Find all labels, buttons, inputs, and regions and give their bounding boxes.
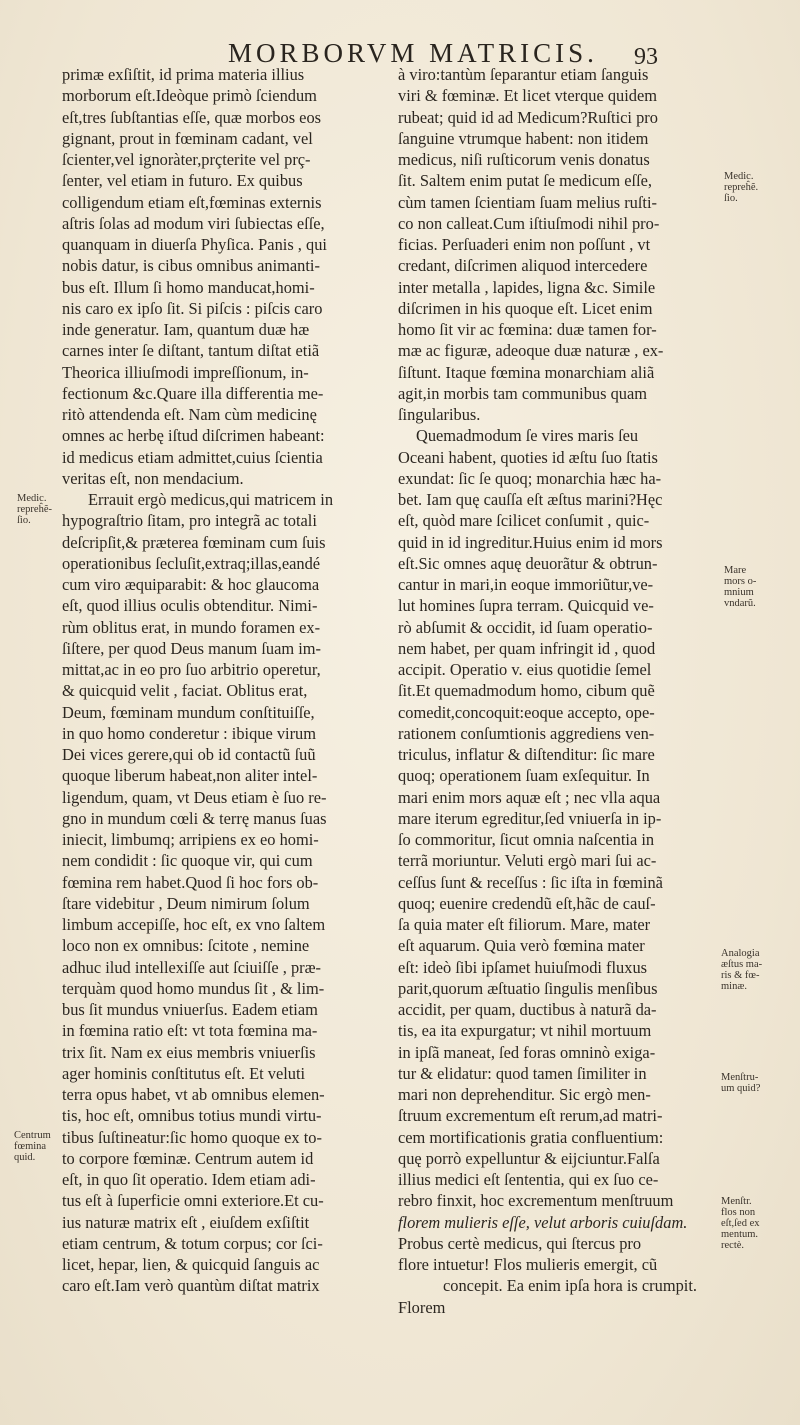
margin-note-line: mors o- bbox=[724, 576, 757, 587]
text-line: ager hominis conſtitutus eſt. Et veluti bbox=[62, 1063, 306, 1083]
text-line: rò abſumit & occidit, id ſuam operatio- bbox=[398, 617, 653, 637]
margin-note-line: repreĥẽ. bbox=[724, 182, 759, 193]
text-line: inter metalla , lapides, ligna &c. Simile bbox=[398, 277, 656, 297]
text-line: ſiſtunt. Itaque fœmina monarchiam aliã bbox=[398, 362, 655, 382]
text-line: nobis datur, is cibus omnibus animanti- bbox=[62, 256, 320, 276]
margin-note-line: repreĥẽ- bbox=[17, 504, 52, 515]
margin-note-line: vndarũ. bbox=[724, 598, 756, 609]
text-line: bus ſit mundus vniuerſus. Eadem etiam bbox=[62, 1000, 318, 1019]
text-line: quoque liberum habeat,non aliter intel- bbox=[62, 766, 318, 786]
text-line: fectionum &c.Quare illa differentia me- bbox=[62, 383, 324, 403]
text-line: medicus, niſi ruſticorum venis donatus bbox=[398, 150, 650, 169]
margin-note-line: minæ. bbox=[721, 981, 747, 992]
text-line: lut homines ſupra terram. Quicquid ve- bbox=[398, 596, 654, 616]
margin-note-right-4 bbox=[721, 1072, 760, 1094]
text-line: primæ exſiſtit, id prima materia illius bbox=[62, 65, 305, 84]
margin-note-line: quid. bbox=[14, 1152, 36, 1163]
text-line: eſt, quòd mare ſcilicet conſumit , quic- bbox=[398, 511, 650, 531]
margin-note-line: Menſtru- bbox=[721, 1072, 759, 1083]
text-line: concepit. Ea enim ipſa hora is crumpit. bbox=[443, 1276, 697, 1296]
text-line: diſcrimen in his quoque eſt. Licet enim bbox=[398, 298, 653, 318]
text-line: omnes ac herbę iſtud diſcrimen habeant: bbox=[62, 426, 325, 446]
text-line: eſt,tres ſubſtantias eſſe, quæ morbos eos bbox=[62, 107, 322, 127]
text-line: à viro:tantùm ſeparantur etiam ſanguis bbox=[398, 65, 649, 84]
right-text-column bbox=[398, 64, 713, 1318]
text-line: etiam centrum, & totum corpus; cor ſci- bbox=[62, 1233, 323, 1253]
text-line: mari non deprehenditur. Sic ergò men- bbox=[398, 1085, 651, 1104]
text-line: in ipſã maneat, ſed foras omninò exiga- bbox=[398, 1042, 656, 1062]
text-line: terra opus habet, vt ab omnibus elemen- bbox=[62, 1085, 325, 1104]
text-line: bus eſt. Illum ſi homo manducat,homi- bbox=[62, 277, 315, 297]
page-number: 93 bbox=[634, 44, 658, 70]
margin-note-right-1 bbox=[724, 171, 758, 204]
text-line: triculus, inflatur & diſtenditur: ſic mare bbox=[398, 745, 655, 764]
margin-note-right-2 bbox=[724, 565, 756, 609]
text-line: & quicquid velit , faciat. Oblitus erat, bbox=[62, 681, 308, 701]
running-title: MORBORVM MATRICIS. bbox=[228, 38, 598, 68]
margin-note-line: Analogia bbox=[721, 948, 760, 959]
text-line: quid in id ingreditur.Huius enim id mors bbox=[398, 532, 663, 552]
text-line: eſt, in quo ſit operatio. Idem etiam adi- bbox=[62, 1170, 316, 1189]
text-line: ſit. Saltem enim putat ſe medicum eſſe, bbox=[398, 171, 652, 191]
text-line: tis, ea ita expurgatur; vt nihil mortuum bbox=[398, 1021, 652, 1041]
text-line: eſt aquarum. Quia verò fœmina mater bbox=[398, 936, 645, 956]
text-line: veritas eſt, non mendacium. bbox=[62, 468, 244, 488]
text-line: ius naturæ matrix eſt , eiuſdem exſiſtit bbox=[62, 1212, 310, 1232]
text-line: quanquam in diuerſa Phyſica. Panis , qui bbox=[62, 235, 327, 254]
text-line: credant, diſcrimen aliquod intercedere bbox=[398, 256, 648, 276]
text-line: to corpore fœminæ. Centrum autem id bbox=[62, 1148, 314, 1168]
margin-note-line: Centrum bbox=[14, 1130, 51, 1141]
margin-note-left-2 bbox=[14, 1130, 51, 1163]
text-line: tis, hoc eſt, omnibus totius mundi virtu- bbox=[62, 1106, 322, 1126]
text-line: deſcripſit,& præterea fœminam cum ſuis bbox=[62, 532, 326, 552]
text-line: limbum accepiſſe, hoc eſt, ex vno ſaltem bbox=[62, 915, 326, 934]
text-line: nem habet, per quam infringit id , quod bbox=[398, 638, 656, 658]
margin-note-line: æſtus ma- bbox=[721, 959, 763, 970]
text-line: licet, hepar, lien, & quicquid ſanguis ac bbox=[62, 1255, 320, 1274]
margin-note-line: mnium bbox=[724, 587, 754, 598]
text-line: tibus ſuſtineatur:ſic homo quoque ex to- bbox=[62, 1127, 322, 1147]
margin-note-line: fœmina bbox=[14, 1141, 47, 1152]
text-line: id medicus etiam admittet,cuius ſcientia bbox=[62, 447, 323, 467]
text-line: viri & fœminæ. Et licet vterque quidem bbox=[398, 86, 658, 106]
text-line: ſingularibus. bbox=[398, 405, 481, 424]
text-line: Errauit ergò medicus,qui matricem in bbox=[88, 490, 334, 509]
text-line: quoq; euenire credendũ eſt,hãc de cauſ- bbox=[398, 893, 656, 913]
text-line: homo ſit vir ac fœmina: duæ tamen for- bbox=[398, 320, 657, 339]
text-line: eſt, quod illius oculis obtenditur. Nimi- bbox=[62, 596, 318, 616]
margin-note-line: Medic. bbox=[17, 493, 47, 504]
text-line: trix ſit. Nam ex eius membris vniuerſis bbox=[62, 1042, 316, 1062]
text-line: ſit.Et quemadmodum homo, cibum quẽ bbox=[398, 681, 655, 701]
text-line: tus eſt à ſuperficie omni exteriore.Et cu- bbox=[62, 1191, 324, 1211]
text-line: exundat: ſic ſe quoq; monarchia hæc ha- bbox=[398, 468, 662, 488]
text-line: illius medici eſt ſententia, qui ex ſuo ce- bbox=[398, 1170, 659, 1189]
text-line: adhuc ilud intellexiſſe aut ſciuiſſe , præ- bbox=[62, 957, 321, 977]
text-line: flore intuetur! Flos mulieris emergit, cũ bbox=[398, 1255, 658, 1274]
text-line: in quo homo conderetur : ibique virum bbox=[62, 723, 317, 743]
text-line: aſtris ſolas ad modum viri ſubiectas eſſe, bbox=[62, 213, 325, 233]
text-line: rationem conſumtionis aggrediens ven- bbox=[398, 723, 655, 743]
margin-note-line: rectè. bbox=[721, 1240, 745, 1251]
text-line: tur & elidatur: quod tamen ſimiliter in bbox=[398, 1063, 647, 1083]
text-line: co non calleat.Cum iſtiuſmodi nihil pro- bbox=[398, 213, 660, 233]
text-line: in fœmina ratio eſt: vt tota fœmina ma- bbox=[62, 1021, 318, 1041]
margin-note-line: ris & fœ- bbox=[721, 970, 760, 981]
margin-note-line: um quid? bbox=[721, 1083, 761, 1094]
text-line: loco non ex omnibus: ſcitote , nemine bbox=[62, 936, 310, 956]
text-line: eſt.Sic omnes aquę deuorãtur & obtrun- bbox=[398, 553, 658, 573]
text-line: rebro finxit, hoc excrementum menſtruum bbox=[398, 1191, 674, 1211]
margin-note-line: ſio. bbox=[17, 515, 31, 526]
text-line: mittat,ac in eo pro ſuo arbitrio operetur, bbox=[62, 660, 321, 679]
margin-note-right-3 bbox=[721, 948, 762, 992]
text-line: Oceani habent, quoties id æſtu ſuo ſtatis bbox=[398, 447, 658, 467]
text-line: quoq; operationem ſuam exſequitur. In bbox=[398, 766, 650, 786]
text-line: quę porrò expelluntur & eijciuntur.Falſa bbox=[398, 1148, 660, 1168]
text-line: ſenter, vel etiam in futuro. Ex quibus bbox=[62, 171, 303, 191]
text-line: ſtruum excrementum eſt rerum,ad matri- bbox=[398, 1106, 663, 1126]
margin-note-line: Mare bbox=[724, 565, 747, 576]
text-line: cantur in mari,in eoque immoriũtur,ve- bbox=[398, 575, 654, 594]
text-line: comedit,concoquit:eoque accepto, ope- bbox=[398, 702, 655, 722]
text-line: ſcienter,vel ignoràter,prçterite vel prç- bbox=[62, 150, 311, 169]
margin-note-line: mentum. bbox=[721, 1229, 759, 1240]
text-line: Dei vices gerere,qui ob id contactũ ſuũ bbox=[62, 745, 316, 764]
margin-note-right-5 bbox=[721, 1196, 759, 1251]
text-line: carnes inter ſe diſtant, tantum diſtat etiã bbox=[62, 341, 320, 361]
text-line: iniecit, limbumq; arripiens ex eo homi- bbox=[62, 830, 319, 849]
text-line: fœmina rem habet.Quod ſi hoc fors ob- bbox=[62, 872, 319, 892]
margin-note-line: ſio. bbox=[724, 193, 738, 204]
text-line: ſtare videbitur , Deum nimirum ſolum bbox=[62, 893, 310, 913]
text-line: morborum eſt.Ideòque primò ſciendum bbox=[62, 86, 317, 106]
text-line: colligendum etiam eſt,fœminas externis bbox=[62, 192, 322, 212]
text-line: terrã moriuntur. Veluti ergò mari ſui ac- bbox=[398, 851, 657, 871]
text-line: cem mortificationis gratia confluentium: bbox=[398, 1127, 664, 1147]
text-line: rùm oblitus erat, in mundo foramen ex- bbox=[62, 617, 321, 637]
text-line: Theorica illiuſmodi impreſſionum, in- bbox=[62, 362, 309, 382]
text-line: gignant, prout in fœminam cadant, vel bbox=[62, 128, 313, 148]
margin-note-line: Menſtr. bbox=[721, 1196, 752, 1207]
text-line: mæ ac figuræ, adeoque duæ naturæ , ex- bbox=[398, 341, 664, 361]
text-line: Probus certè medicus, qui ſtercus pro bbox=[398, 1233, 642, 1253]
text-line: Quemadmodum ſe vires maris ſeu bbox=[416, 426, 639, 446]
text-line: nis caro ex ipſo ſit. Si piſcis : piſcis caro bbox=[62, 298, 323, 318]
text-line: ſo commoritur, ſicut omnia naſcentia in bbox=[398, 830, 655, 849]
text-line: ligendum, quam, vt Deus etiam è ſuo re- bbox=[62, 787, 327, 807]
text-line: agit,in morbis tam communibus quam bbox=[398, 383, 648, 403]
text-line: caro eſt.Iam verò quantùm diſtat matrix bbox=[62, 1276, 320, 1296]
text-line: Florem bbox=[398, 1297, 446, 1317]
left-text-column bbox=[62, 64, 377, 1297]
text-line: ficias. Perſuaderi enim non poſſunt , vt bbox=[398, 235, 651, 254]
margin-note-line: eſt,ſed ex bbox=[721, 1218, 760, 1229]
margin-note-line: flos non bbox=[721, 1207, 756, 1218]
text-line: hypograſtrio ſitam, pro integrã ac totali bbox=[62, 511, 317, 531]
text-line: accipit. Operatio v. eius quotidie ſemel bbox=[398, 660, 652, 679]
text-line: rubeat; quid id ad Medicum?Ruſtici pro bbox=[398, 107, 658, 127]
text-line: ſa quia mater eſt filiorum. Mare, mater bbox=[398, 915, 651, 934]
text-line: parit,quorum æſtuatio ſingulis menſibus bbox=[398, 978, 658, 998]
text-line: mare iterum egreditur,ſed vniuerſa in ip- bbox=[398, 808, 662, 828]
text-line: inde generatur. Iam, quantum duæ hæ bbox=[62, 320, 310, 339]
text-line: accidit, per quam, ductibus à naturã da- bbox=[398, 1000, 657, 1019]
margin-note-left-1 bbox=[17, 493, 52, 526]
margin-note-line: Medic. bbox=[724, 171, 754, 182]
text-line: operationibus ſecluſit,extraq;illas,eandé bbox=[62, 553, 321, 573]
text-line: ritò attendenda eſt. Nam cùm medicinę bbox=[62, 405, 317, 424]
text-line: ſiſtere, per quod Deus manum ſuam im- bbox=[62, 638, 322, 658]
text-line: gno in mundum cœli & terrę manus ſuas bbox=[62, 808, 327, 828]
text-line: cùm tamen ſcientiam ſuam melius ruſti- bbox=[398, 192, 657, 212]
text-line: mari enim mors aquæ eſt ; nec vlla aqua bbox=[398, 787, 661, 807]
text-line: bet. Iam quę cauſſa eſt æſtus marini?Hęc bbox=[398, 490, 663, 509]
text-line: eſt: ideò ſibi ipſamet huiuſmodi fluxus bbox=[398, 957, 648, 977]
text-line: ſanguine vtrumque habent: non itidem bbox=[398, 128, 649, 148]
text-line: nem condidit : ſic quoque vir, qui cum bbox=[62, 851, 313, 871]
text-line: cum viro æquiparabit: & hoc glaucoma bbox=[62, 575, 320, 594]
text-line: terquàm quod homo mundus ſit , & lim- bbox=[62, 978, 325, 998]
text-line: Deum, fœminam mundum conſtituiſſe, bbox=[62, 702, 315, 722]
text-line: florem mulieris eſſe, velut arboris cuiuſdam. bbox=[398, 1212, 688, 1232]
text-line: ceſſus ſunt & receſſus : ſic iſta in fœminã bbox=[398, 872, 663, 892]
